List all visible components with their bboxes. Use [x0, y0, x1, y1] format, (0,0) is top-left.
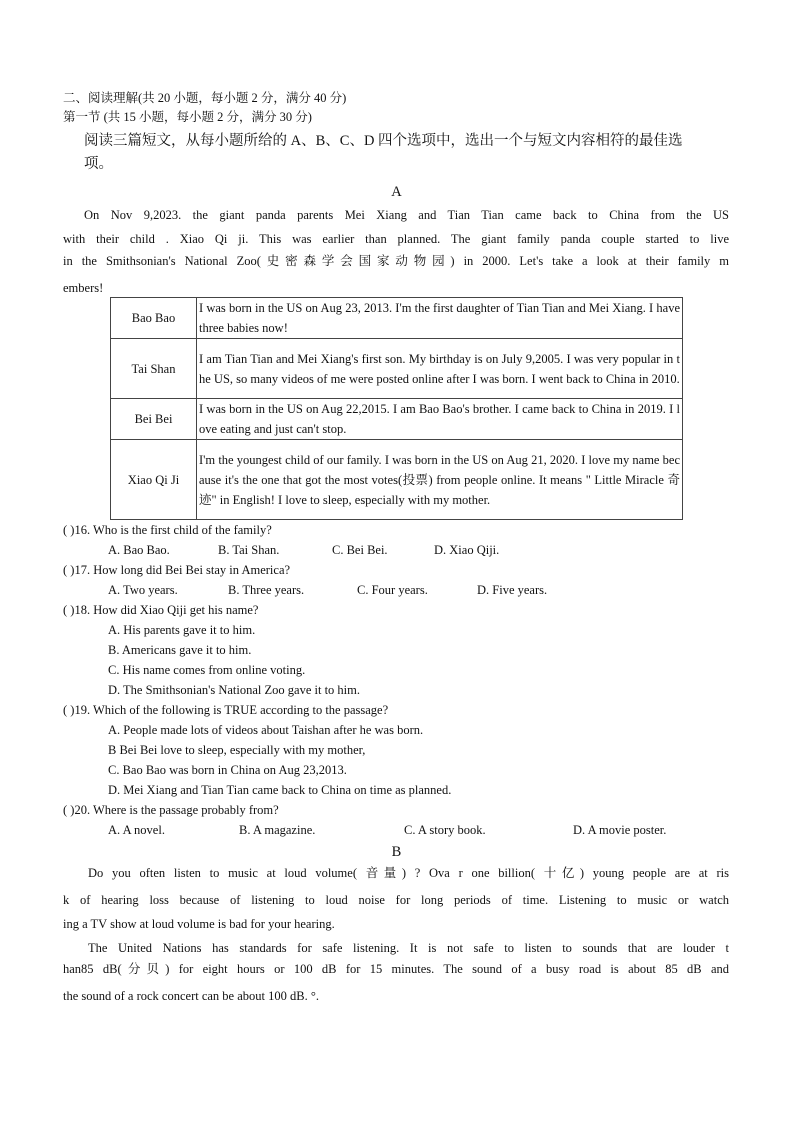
- passage-b-line: the sound of a rock concert can be about 100 dB. °.: [63, 989, 319, 1003]
- q17-option-d: D. Five years.: [477, 583, 548, 597]
- passage-a-line: with their child . Xiao Qi ji. This was earlier than planned. The giant family panda couple started to live: [63, 232, 729, 246]
- passage-a-line: in the Smithsonian's National Zoo(史密森学会国家动物园) in 2000. Let's take a look at their family m: [63, 254, 729, 268]
- q18-option-c: C. His name comes from online voting.: [108, 663, 306, 677]
- panda-description: I was born in the US on Aug 22,2015. I am Bao Bao's brother. I came back to China in 2019. I love eating and just can't stop.: [197, 399, 683, 440]
- panda-description: I was born in the US on Aug 23, 2013. I'm the first daughter of Tian Tian and Mei Xiang. I have three babies now!: [197, 298, 683, 339]
- q19-option-d: D. Mei Xiang and Tian Tian came back to China on time as planned.: [108, 783, 452, 797]
- panda-description: I'm the youngest child of our family. I was born in the US on Aug 21, 2020. I love my name because it's the one that got the most votes(投票) from people online. It means " Little Miracle 奇迹" in English! I love to sleep, especially with my mother.: [197, 440, 683, 520]
- q19-option-b: B Bei Bei love to sleep, especially with my mother,: [108, 743, 366, 757]
- panda-name: Xiao Qi Ji: [111, 440, 197, 520]
- q16-option-b: B. Tai Shan.: [218, 543, 280, 557]
- table-row: [111, 339, 683, 399]
- q19-option-c: C. Bao Bao was born in China on Aug 23,2013.: [108, 763, 347, 777]
- question-16-stem: ( )16. Who is the first child of the family?: [63, 523, 272, 537]
- q18-option-a: A. His parents gave it to him.: [108, 623, 256, 637]
- q17-option-c: C. Four years.: [357, 583, 428, 597]
- instruction-line-1: 阅读三篇短文，从每小题所给的 A、B、C、D 四个选项中，选出一个与短文内容相符的最佳选: [84, 133, 683, 149]
- passage-b-line: The United Nations has standards for safe listening. It is not safe to listen to sounds that are louder t: [88, 941, 729, 955]
- question-18-stem: ( )18. How did Xiao Qiji get his name?: [63, 603, 259, 617]
- q20-option-c: C. A story book.: [404, 823, 486, 837]
- panda-name: Tai Shan: [111, 339, 197, 399]
- passage-b-line: k of hearing loss because of listening to loud noise for long periods of time. Listening to music or watch: [63, 893, 729, 907]
- q16-option-a: A. Bao Bao.: [108, 543, 170, 557]
- passage-a-letter: A: [391, 184, 402, 200]
- table-row: [111, 298, 683, 339]
- panda-name: Bao Bao: [111, 298, 197, 339]
- passage-a-line: embers!: [63, 281, 104, 295]
- part-heading: 第一节 (共 15 小题，每小题 2 分，满分 30 分): [63, 110, 312, 124]
- instruction-line-2: 项。: [84, 156, 113, 172]
- q18-option-d: D. The Smithsonian's National Zoo gave it to him.: [108, 683, 360, 697]
- q16-option-d: D. Xiao Qiji.: [434, 543, 500, 557]
- table-row: [111, 399, 683, 440]
- passage-a-line: On Nov 9,2023. the giant panda parents Mei Xiang and Tian Tian came back to China from the US: [84, 208, 729, 222]
- passage-b-line: han85 dB(分贝) for eight hours or 100 dB for 15 minutes. The sound of a busy road is about 85 dB and: [63, 962, 729, 976]
- q20-option-b: B. A magazine.: [239, 823, 316, 837]
- passage-b-letter: B: [391, 844, 402, 860]
- q19-option-a: A. People made lots of videos about Taishan after he was born.: [108, 723, 424, 737]
- panda-description: I am Tian Tian and Mei Xiang's first son. My birthday is on July 9,2005. I was very popular in the US, so many videos of me were posted online after I was born. I went back to China in 2010.: [197, 339, 683, 399]
- q18-option-b: B. Americans gave it to him.: [108, 643, 252, 657]
- question-17-stem: ( )17. How long did Bei Bei stay in America?: [63, 563, 291, 577]
- section-heading: 二、阅读理解(共 20 小题，每小题 2 分，满分 40 分): [63, 91, 347, 105]
- q16-option-c: C. Bei Bei.: [332, 543, 388, 557]
- question-19-stem: ( )19. Which of the following is TRUE according to the passage?: [63, 703, 389, 717]
- family-table: [110, 297, 683, 520]
- q17-option-b: B. Three years.: [228, 583, 305, 597]
- table-row: [111, 440, 683, 520]
- passage-b-line: ing a TV show at loud volume is bad for your hearing.: [63, 917, 335, 931]
- q20-option-d: D. A movie poster.: [573, 823, 667, 837]
- question-20-stem: ( )20. Where is the passage probably from?: [63, 803, 279, 817]
- passage-b-line: Do you often listen to music at loud volume( 音量) ? Ova r one billion( 十亿) young people are at ris: [88, 866, 729, 880]
- q17-option-a: A. Two years.: [108, 583, 178, 597]
- panda-name: Bei Bei: [111, 399, 197, 440]
- q20-option-a: A. A novel.: [108, 823, 165, 837]
